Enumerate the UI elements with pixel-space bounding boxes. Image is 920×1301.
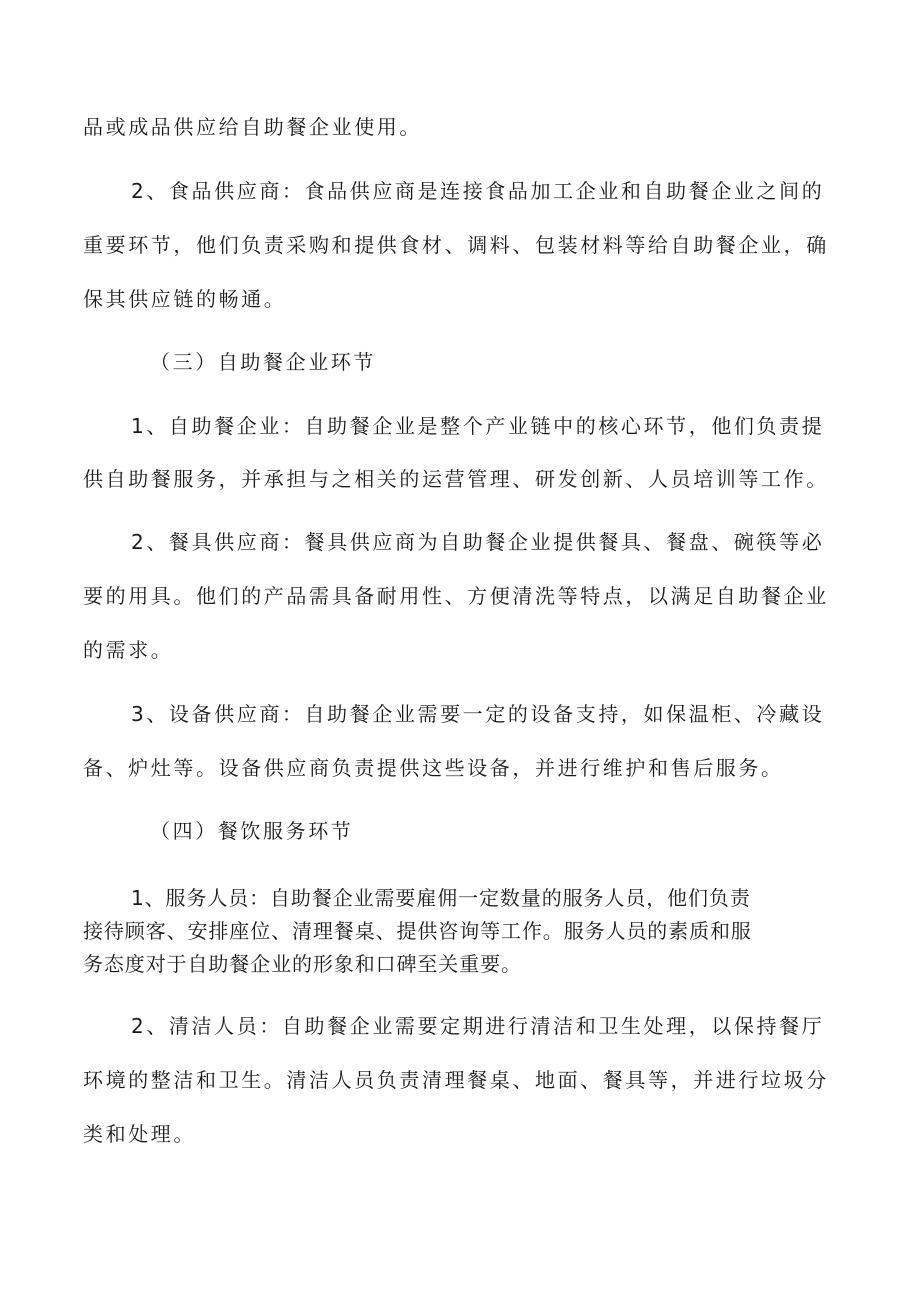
text-line: 的需求。 — [83, 638, 174, 662]
text-line: 1、自助餐企业：自助餐企业是整个产业链中的核心环节，他们负责提 — [131, 414, 825, 438]
text-line: 2、清洁人员：自助餐企业需要定期进行清洁和卫生处理，以保持餐厅 — [131, 1014, 825, 1038]
text-line: 务态度对于自助餐企业的形象和口碑至关重要。 — [83, 952, 522, 976]
text-line: 备、炉灶等。设备供应商负责提供这些设备，并进行维护和售后服务。 — [83, 756, 784, 780]
text-line: 重要环节，他们负责采购和提供食材、调料、包装材料等给自助餐企业，确 — [83, 233, 829, 257]
text-line: 类和处理。 — [83, 1122, 196, 1146]
text-line: 2、餐具供应商：餐具供应商为自助餐企业提供餐具、餐盘、碗筷等必 — [131, 530, 825, 554]
text-line: 保其供应链的畅通。 — [83, 287, 287, 311]
text-line: 供自助餐服务，并承担与之相关的运营管理、研发创新、人员培训等工作。 — [83, 467, 829, 491]
text-line: 2、食品供应商：食品供应商是连接食品加工企业和自助餐企业之间的 — [131, 179, 825, 203]
text-line: 环境的整洁和卫生。清洁人员负责清理餐桌、地面、餐具等，并进行垃圾分 — [83, 1068, 829, 1092]
text-line: 品或成品供应给自助餐企业使用。 — [83, 115, 422, 139]
text-line: 3、设备供应商：自助餐企业需要一定的设备支持，如保温柜、冷藏设 — [131, 702, 825, 726]
text-line: 接待顾客、安排座位、清理餐桌、提供咨询等工作。服务人员的素质和服 — [83, 919, 752, 943]
section-heading: （四）餐饮服务环节 — [150, 819, 354, 843]
text-line: 要的用具。他们的产品需具备耐用性、方便清洗等特点，以满足自助餐企业 — [83, 584, 829, 608]
text-line: 1、服务人员：自助餐企业需要雇佣一定数量的服务人员，他们负责 — [131, 886, 751, 910]
section-heading: （三）自助餐企业环节 — [150, 350, 376, 374]
